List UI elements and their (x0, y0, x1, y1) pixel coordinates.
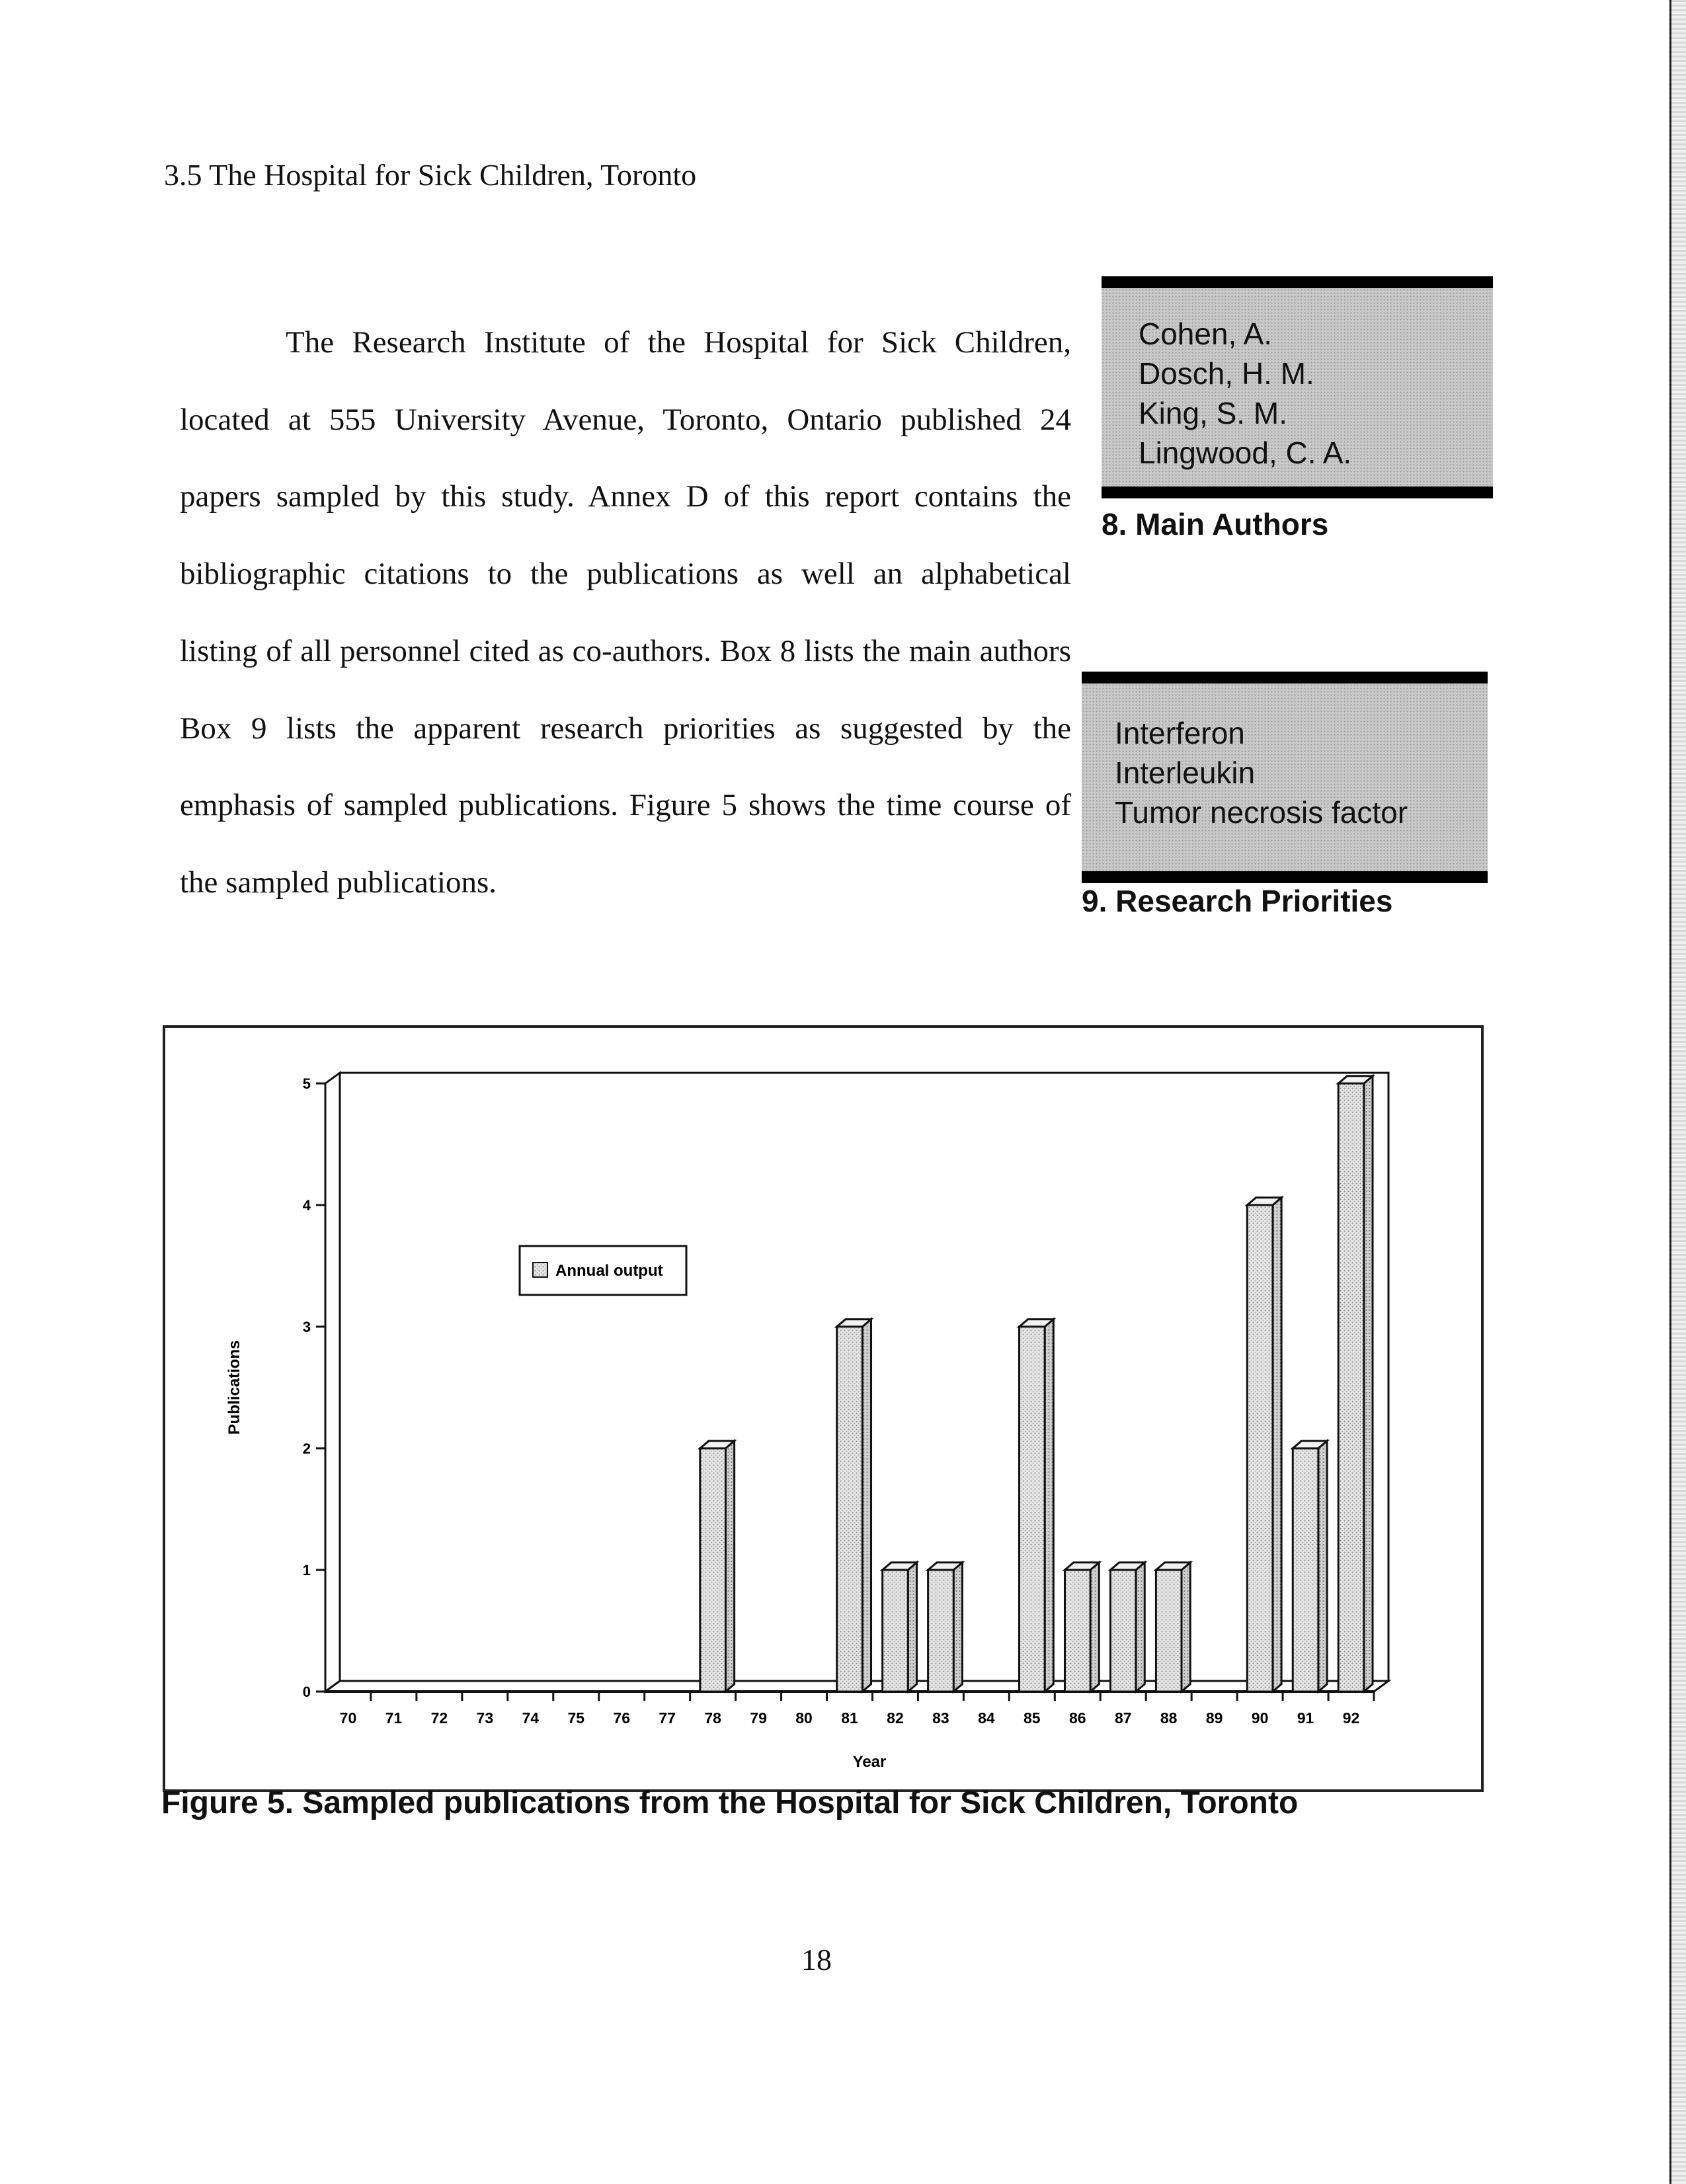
body-paragraph (180, 304, 1071, 921)
bar (1064, 1570, 1090, 1692)
x-tick-label: 81 (841, 1709, 858, 1727)
bar (1293, 1448, 1318, 1692)
x-tick-label: 86 (1068, 1709, 1086, 1727)
box-bottom-bar (1102, 487, 1493, 498)
bar-side (1090, 1563, 1099, 1692)
x-tick-label: 80 (795, 1709, 813, 1727)
x-tick-label: 92 (1342, 1709, 1360, 1727)
body-paragraph-text: The Research Institute of the Hospital for Sick Children, located at 555 University Avenue, Toronto, Ontario published 24 papers sampled by this study. Annex D of this report contains the bibliographic citations to the publications as well an alphabetical listing of all personnel cited as co-authors. Box 8 lists the main authors Box 9 lists the apparent research priorities as suggested by the emphasis of sampled publications. Figure 5 shows the time course of the sampled publications. (180, 325, 1071, 900)
x-tick-label: 87 (1114, 1709, 1132, 1727)
bar (1247, 1205, 1273, 1692)
x-tick-label: 71 (385, 1709, 403, 1727)
bar-side (725, 1441, 734, 1692)
y-tick-label: 3 (302, 1319, 311, 1335)
figure-frame (163, 1025, 1484, 1792)
x-tick-label: 75 (567, 1709, 585, 1727)
y-tick-label: 0 (302, 1684, 311, 1700)
x-tick-label: 76 (613, 1709, 631, 1727)
x-axis-label: Year (852, 1753, 887, 1771)
x-tick-label: 91 (1297, 1709, 1314, 1727)
figure-caption: Figure 5. Sampled publications from the Hospital for Sick Children, Toronto (161, 1785, 1299, 1820)
box-top-bar (1082, 672, 1488, 683)
x-tick-label: 82 (887, 1709, 904, 1727)
chart-left-wall (325, 1073, 340, 1692)
y-tick-label: 1 (302, 1562, 311, 1579)
bar-side (1318, 1441, 1327, 1692)
bar (700, 1448, 726, 1692)
x-tick-label: 83 (932, 1709, 949, 1727)
x-tick-label: 70 (339, 1709, 357, 1727)
bar-side (1045, 1319, 1053, 1692)
bar-side (908, 1563, 916, 1692)
priority-item: Interferon (1115, 716, 1245, 750)
box-9-research-priorities (1082, 672, 1488, 924)
author-item: Dosch, H. M. (1139, 356, 1314, 391)
author-item: Lingwood, C. A. (1139, 436, 1352, 470)
x-tick-label: 85 (1024, 1709, 1041, 1727)
bar-side (862, 1319, 871, 1692)
bar (837, 1327, 863, 1692)
x-tick-label: 72 (430, 1709, 448, 1727)
box-top-bar (1102, 276, 1493, 288)
x-tick-label: 89 (1205, 1709, 1223, 1727)
y-tick-label: 4 (302, 1197, 311, 1214)
priority-item: Interleukin (1115, 756, 1256, 790)
page-number: 18 (801, 1943, 832, 1976)
x-tick-label: 84 (978, 1709, 995, 1727)
bar-side (1364, 1076, 1373, 1692)
x-tick-label: 79 (750, 1709, 767, 1727)
box-bottom-bar (1082, 871, 1488, 883)
chart-legend (520, 1246, 686, 1295)
bar (883, 1570, 908, 1692)
x-tick-label: 90 (1251, 1709, 1269, 1727)
bar (1156, 1570, 1182, 1692)
bar-side (1136, 1563, 1144, 1692)
x-tick-label: 73 (476, 1709, 494, 1727)
page-edge-line (1669, 0, 1671, 2184)
author-item: King, S. M. (1139, 396, 1287, 430)
bar (1020, 1327, 1045, 1692)
priority-item: Tumor necrosis factor (1115, 795, 1408, 830)
x-tick-label: 88 (1160, 1709, 1178, 1727)
box-caption: 8. Main Authors (1102, 507, 1329, 541)
x-tick-label: 74 (522, 1709, 540, 1727)
author-item: Cohen, A. (1139, 317, 1273, 351)
box-8-main-authors (1102, 276, 1493, 547)
y-tick-label: 2 (302, 1440, 311, 1457)
bar (1338, 1083, 1364, 1692)
x-tick-label: 77 (659, 1709, 676, 1727)
legend-label: Annual output (555, 1262, 663, 1280)
section-heading: 3.5 The Hospital for Sick Children, Toronto (164, 158, 697, 192)
bar-side (1273, 1198, 1281, 1692)
bar (928, 1570, 954, 1692)
bar (1110, 1570, 1136, 1692)
legend-swatch (533, 1263, 547, 1277)
x-tick-label: 78 (704, 1709, 721, 1727)
publications-bar-chart (165, 1028, 1481, 1789)
bar-side (953, 1563, 962, 1692)
y-tick-label: 5 (302, 1075, 311, 1092)
bar-side (1182, 1563, 1190, 1692)
box-caption: 9. Research Priorities (1082, 884, 1393, 918)
y-axis-label: Publications (225, 1340, 243, 1435)
